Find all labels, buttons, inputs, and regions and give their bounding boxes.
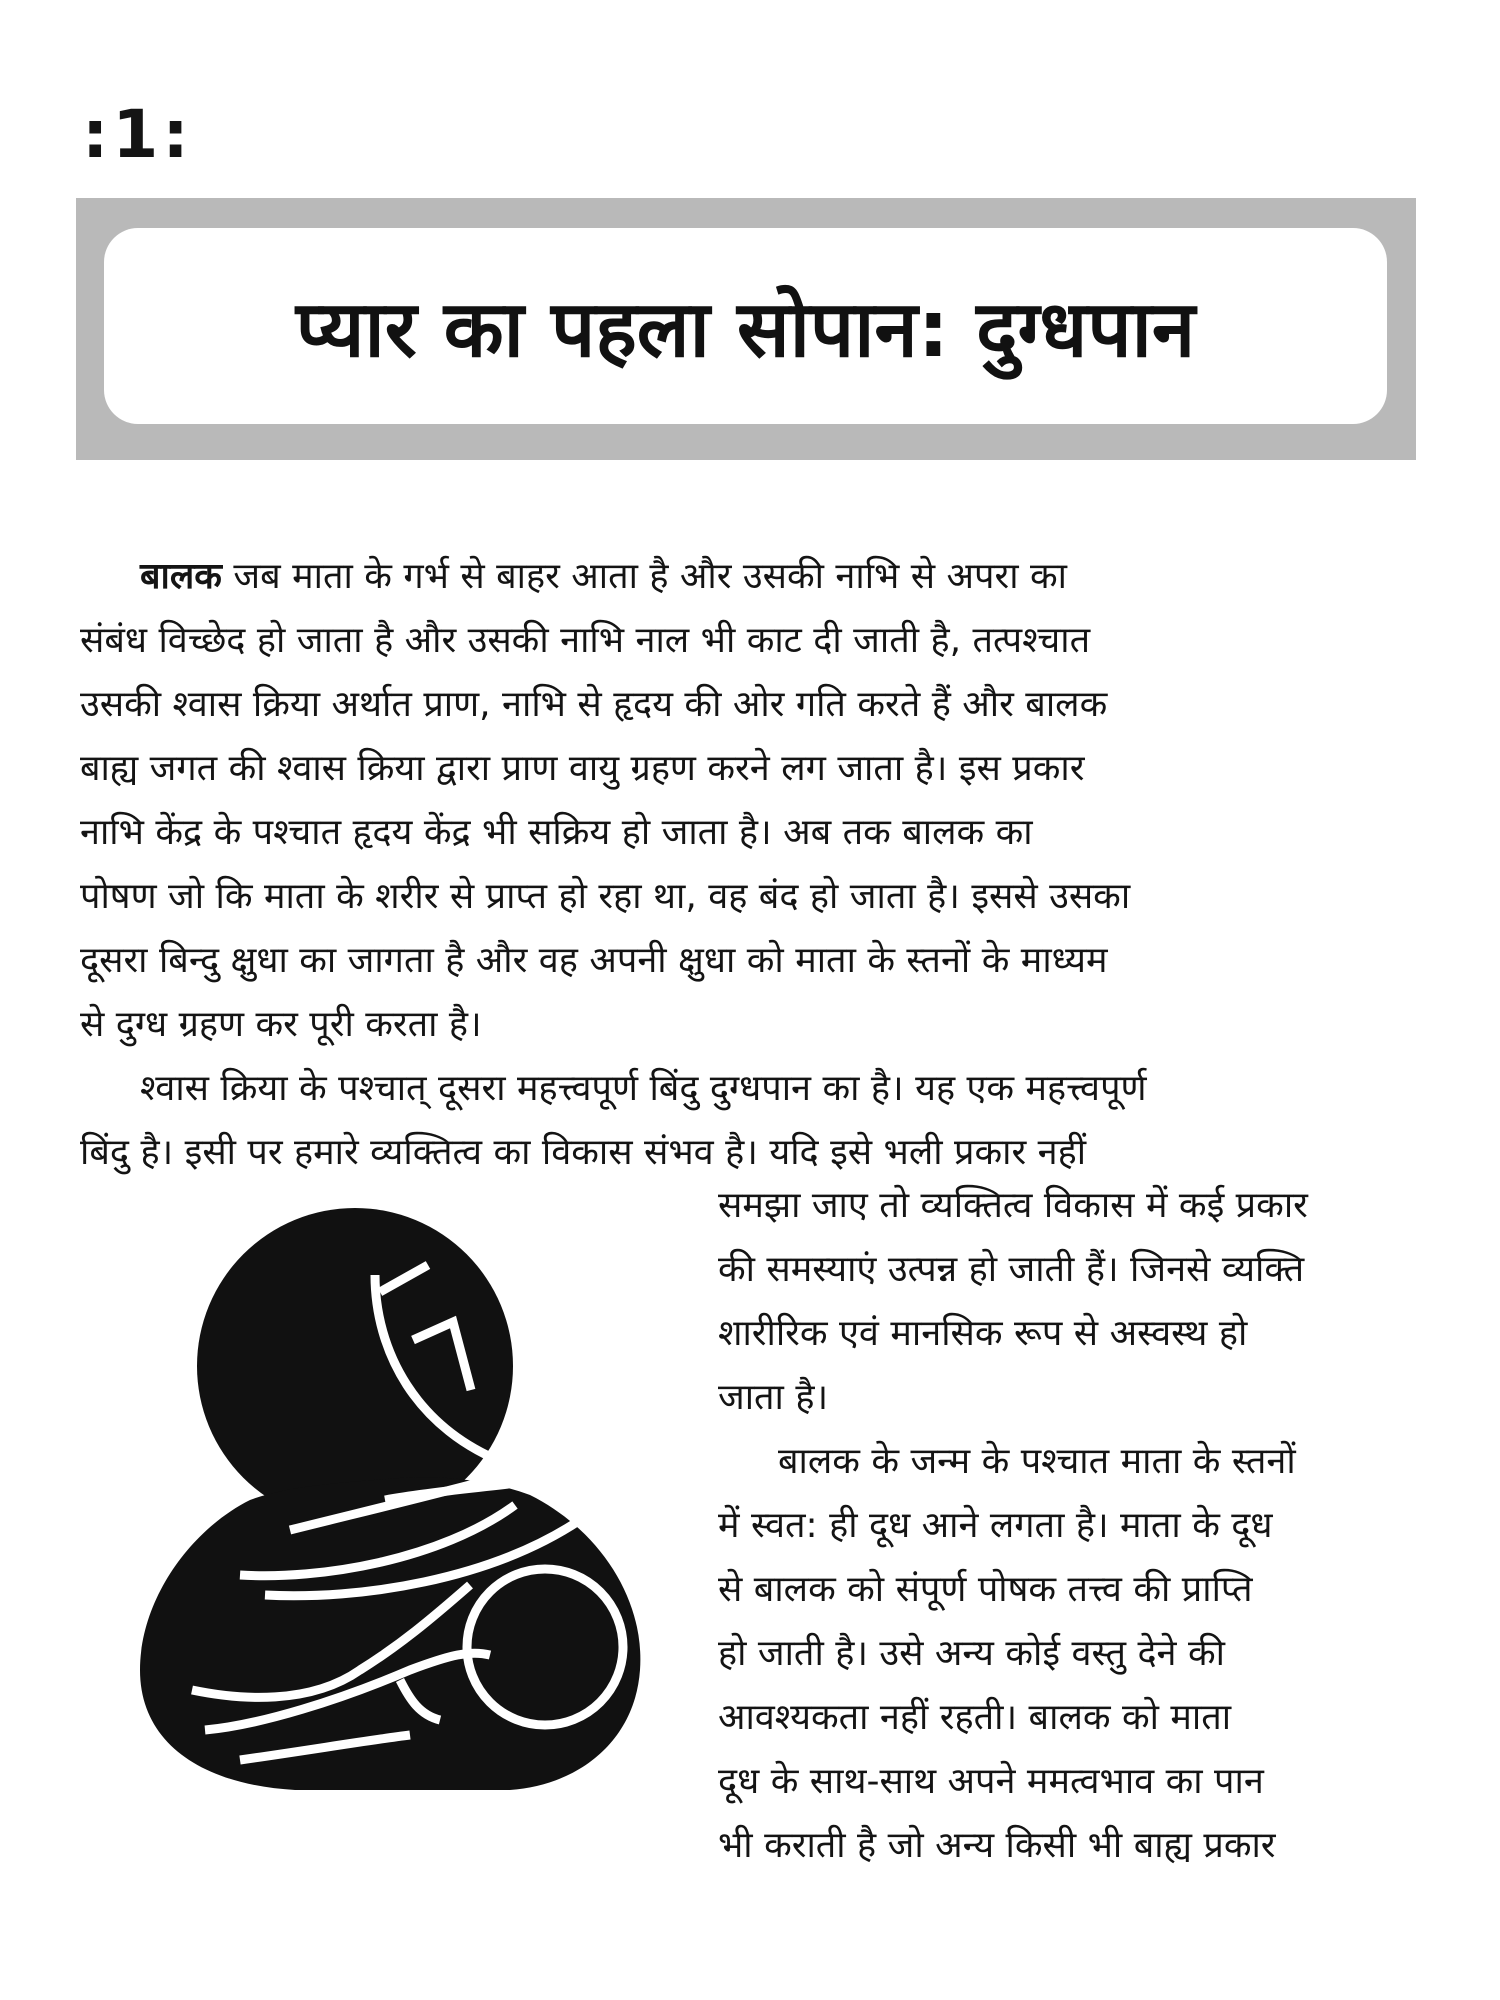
text-line: उसकी श्वास क्रिया अर्थात प्राण, नाभि से हृदय की ओर गति करते हैं और बालक bbox=[80, 684, 1108, 725]
page-title: प्यार का पहला सोपान: दुग्धपान bbox=[295, 285, 1196, 375]
text-line: नाभि केंद्र के पश्चात हृदय केंद्र भी सक्रिय हो जाता है। अब तक बालक का bbox=[80, 812, 1033, 853]
baby-head-shape bbox=[467, 1569, 623, 1725]
title-banner bbox=[76, 198, 1416, 460]
text-line: आवश्यकता नहीं रहती। बालक को माता bbox=[718, 1697, 1232, 1738]
text-line: शारीरिक एवं मानसिक रूप से अस्वस्थ हो bbox=[718, 1313, 1248, 1354]
full-width-text bbox=[80, 545, 1147, 1185]
text-line: बिंदु है। इसी पर हमारे व्यक्तित्व का विकास संभव है। यदि इसे भली प्रकार नहीं bbox=[80, 1132, 1087, 1173]
text-line: समझा जाए तो व्यक्तित्व विकास में कई प्रकार bbox=[718, 1185, 1308, 1226]
text-line: जाता है। bbox=[718, 1377, 829, 1418]
lead-word: बालक bbox=[140, 556, 222, 597]
text-line: बाह्य जगत की श्वास क्रिया द्वारा प्राण वायु ग्रहण करने लग जाता है। इस प्रकार bbox=[80, 748, 1085, 789]
text-line: दूसरा बिन्दु क्षुधा का जागता है और वह अपनी क्षुधा को माता के स्तनों के माध्यम bbox=[80, 940, 1108, 981]
title-box bbox=[104, 228, 1387, 424]
text-line: की समस्याएं उत्पन्न हो जाती हैं। जिनसे व्यक्ति bbox=[718, 1249, 1305, 1290]
text-line: बालक के जन्म के पश्चात माता के स्तनों bbox=[778, 1441, 1296, 1482]
text-line: से दुग्ध ग्रहण कर पूरी करता है। bbox=[80, 1004, 482, 1045]
chapter-number: :1: bbox=[82, 96, 193, 173]
text-line: हो जाती है। उसे अन्य कोई वस्तु देने की bbox=[718, 1633, 1225, 1674]
right-column-text bbox=[718, 1174, 1308, 1878]
text-line: में स्वत: ही दूध आने लगता है। माता के दूध bbox=[718, 1505, 1273, 1546]
text-line bbox=[80, 545, 1147, 609]
text-line: से बालक को संपूर्ण पोषक तत्त्व की प्राप्ति bbox=[718, 1569, 1253, 1610]
mother-baby-illustration bbox=[110, 1200, 680, 1800]
text-line: श्वास क्रिया के पश्चात् दूसरा महत्त्वपूर्ण बिंदु दुग्धपान का है। यह एक महत्त्वपूर्ण bbox=[140, 1068, 1147, 1109]
text-line-rest: जब माता के गर्भ से बाहर आता है और उसकी नाभि से अपरा का bbox=[221, 556, 1067, 597]
text-line: संबंध विच्छेद हो जाता है और उसकी नाभि नाल भी काट दी जाती है, तत्पश्चात bbox=[80, 620, 1091, 661]
text-line: दूध के साथ-साथ अपने ममत्वभाव का पान bbox=[718, 1761, 1264, 1802]
text-line: भी कराती है जो अन्य किसी भी बाह्य प्रकार bbox=[718, 1825, 1276, 1866]
text-line: पोषण जो कि माता के शरीर से प्राप्त हो रहा था, वह बंद हो जाता है। इससे उसका bbox=[80, 876, 1131, 917]
